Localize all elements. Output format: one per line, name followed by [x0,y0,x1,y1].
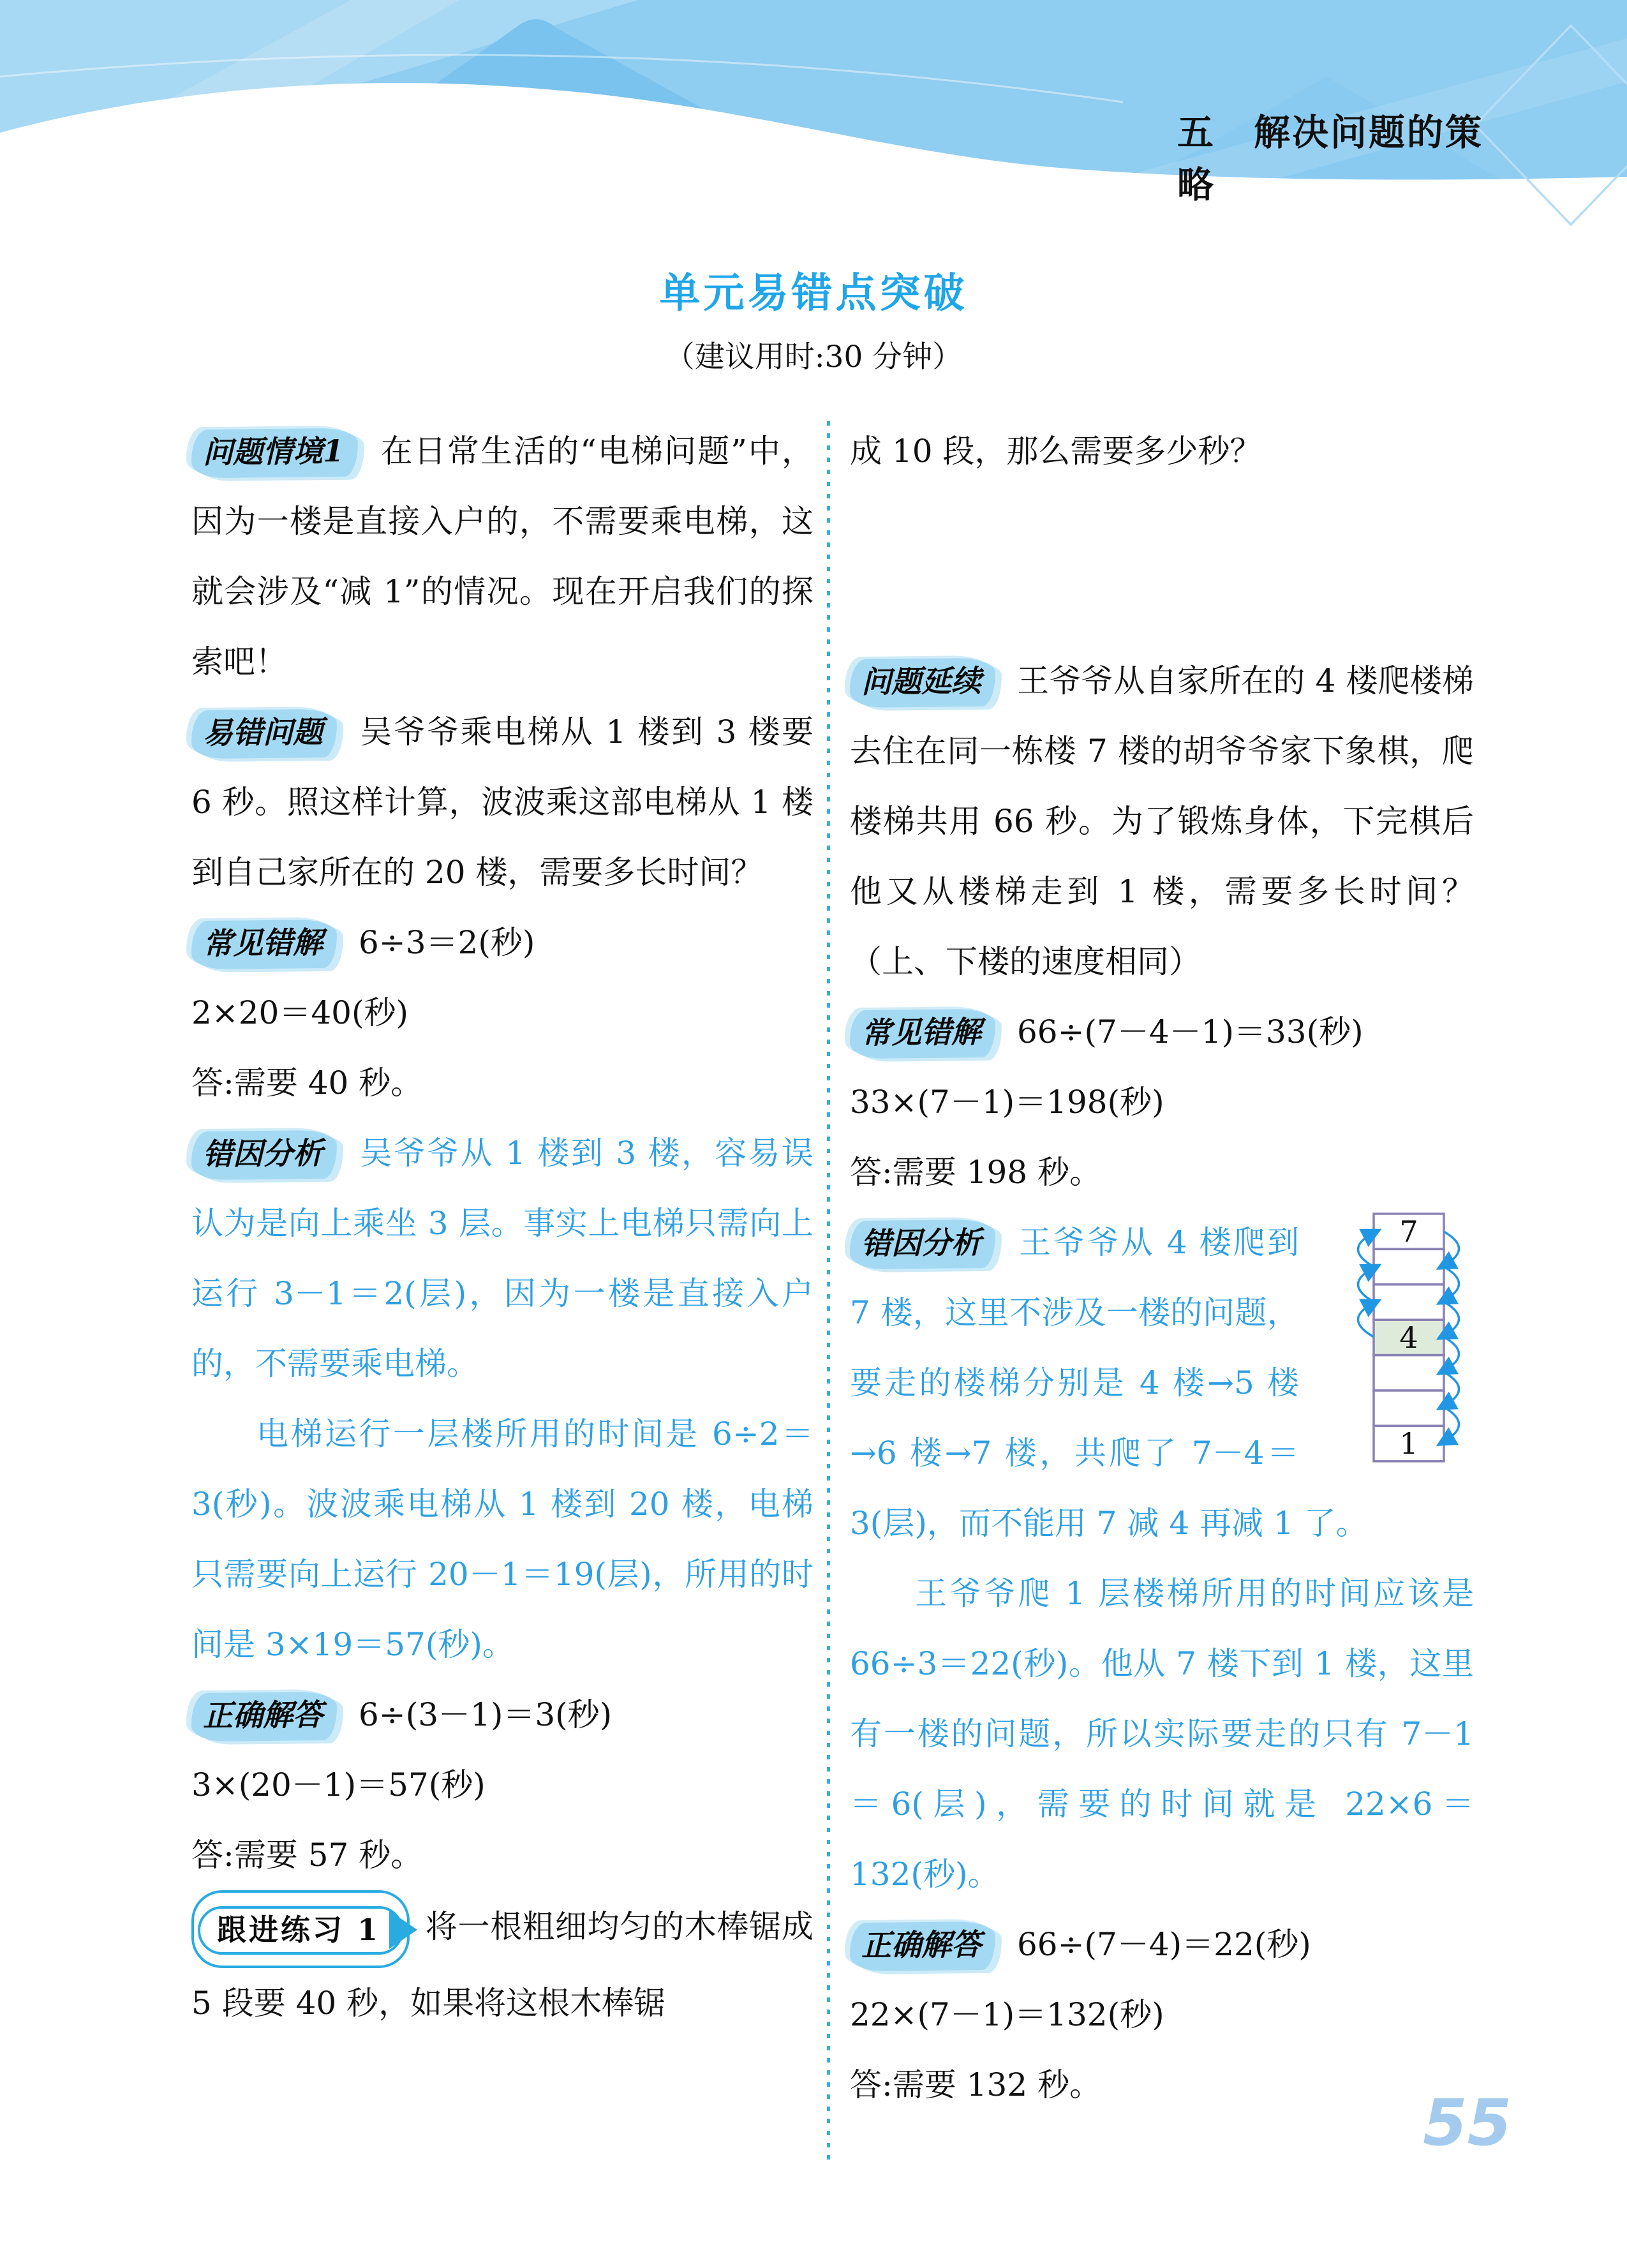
paragraph-error-prone-question [191,697,814,907]
wrong-answer-sentence: 答:需要 40 秒。 [191,1064,423,1101]
paragraph-error-analysis [191,1118,814,1399]
paragraph-correct-answer-2 [850,1909,1474,2120]
label-error-analysis: 错因分析 [191,1130,338,1180]
error-analysis-2-text: 王爷爷从 4 楼爬到 7 楼，这里不涉及一楼的问题，要走的楼梯分别是 4 楼→5 楼→6 楼→7 楼，共爬了 7－4＝3(层)，而不能用 7 减 4 再减 1 了。 [850,1224,1368,1542]
analysis-continued-2-text: 王爷爷爬 1 层楼梯所用的时间应该是 66÷3＝22(秒)。他从 7 楼下到 1 楼，这里有一楼的问题，所以实际要走的只有 7－1＝6(层)，需要的时间就是 22×6＝132(秒)。 [850,1575,1474,1893]
correct-equation-2-2: 22×(7－1)＝132(秒) [850,1996,1164,2033]
follow-up-exercise-badge [191,1890,410,1968]
paragraph-analysis-continued [191,1399,814,1680]
column-divider [827,421,830,2163]
floor-number-top: 7 [1399,1214,1418,1249]
paragraph-analysis-continued-2 [850,1558,1474,1909]
wrong-answer-sentence-2: 答:需要 198 秒。 [850,1154,1102,1191]
follow-up-exercise-text: 将一根粗细均匀的木棒锯成 5 段要 40 秒，如果将这根木棒锯 [191,1908,814,2022]
label-error-analysis-2: 错因分析 [850,1220,996,1269]
unit-title: 五 解决问题的策略 [1177,112,1483,205]
label-correct-answer-2: 正确解答 [850,1921,996,1971]
paragraph-common-wrong-answer [191,907,814,1118]
page-subtitle: （建议用时:30 分钟） [664,339,963,375]
label-problem-context: 问题情境1 [191,428,358,479]
label-correct-answer: 正确解答 [191,1692,338,1742]
floor-number-bottom: 1 [1399,1426,1418,1461]
right-column [850,416,1474,2120]
error-analysis-text: 吴爷爷从 1 楼到 3 楼，容易误认为是向上乘坐 3 层。事实上电梯只需向上运行 3－1＝2(层)，因为一楼是直接入户的，不需要乘电梯。 [191,1135,814,1382]
label-common-wrong-answer: 常见错解 [191,920,338,969]
up-arrows [1358,1233,1374,1337]
problem-context-text: 在日常生活的“电梯问题”中，因为一楼是直接入户的，不需要乘电梯，这就会涉及“减 1”的情况。现在开启我们的探索吧！ [191,433,814,680]
exercise-continuation-text: 成 10 段，那么需要多少秒？ [850,433,1262,470]
label-problem-extension: 问题延续 [850,658,996,708]
page-title: 单元易错点突破 [659,270,968,316]
label-error-prone-question: 易错问题 [191,709,338,759]
label-common-wrong-answer-2: 常见错解 [850,1009,996,1059]
play-arrow-icon [389,1911,417,1949]
wrong-equation-2-1: 66÷(7－4－1)＝33(秒) [1017,1013,1363,1050]
paragraph-follow-up-exercise [191,1890,814,2038]
follow-up-exercise-label: 跟进练习 1 [217,1913,381,1947]
error-prone-question-text: 吴爷爷乘电梯从 1 楼到 3 楼要 6 秒。照这样计算，波波乘这部电梯从 1 楼到自己家所在的 20 楼，需要多长时间？ [191,713,814,891]
answer-space [850,486,1474,646]
down-arrows [1444,1232,1459,1442]
paragraph-error-analysis-2 [850,1207,1474,1558]
floor-stack-diagram [1313,1210,1474,1466]
correct-equation-2: 3×(20－1)＝57(秒) [191,1766,486,1803]
correct-answer-sentence: 答:需要 57 秒。 [191,1837,423,1874]
analysis-continued-text: 电梯运行一层楼所用的时间是 6÷2＝3(秒)。波波乘电梯从 1 楼到 20 楼，电梯只需要向上运行 20－1＝19(层)，所用的时间是 3×19＝57(秒)。 [191,1415,814,1663]
wrong-equation-2-2: 33×(7－1)＝198(秒) [850,1084,1164,1121]
floor-number-highlight: 4 [1399,1320,1418,1355]
wrong-equation-2: 2×20＝40(秒) [191,994,408,1031]
page-number: 55 [1423,2085,1512,2160]
paragraph-common-wrong-answer-2 [850,997,1474,1207]
correct-equation-2-1: 66÷(7－4)＝22(秒) [1017,1926,1311,1963]
wrong-equation-1: 6÷3＝2(秒) [359,924,535,961]
problem-extension-text: 王爷爷从自家所在的 4 楼爬楼梯去住在同一栋楼 7 楼的胡爷爷家下象棋，爬楼梯共用 66 秒。为了锻炼身体，下完棋后他又从楼梯走到 1 楼，需要多长时间？（上、下楼的速度相同） [850,662,1474,980]
paragraph-correct-answer [191,1680,814,1890]
correct-answer-sentence-2: 答:需要 132 秒。 [850,2066,1102,2103]
left-column [191,416,814,2038]
paragraph-problem-extension [850,646,1474,997]
paragraph-exercise-continuation [850,416,1474,486]
correct-equation-1: 6÷(3－1)＝3(秒) [359,1696,613,1733]
paragraph-problem-context [191,416,814,697]
